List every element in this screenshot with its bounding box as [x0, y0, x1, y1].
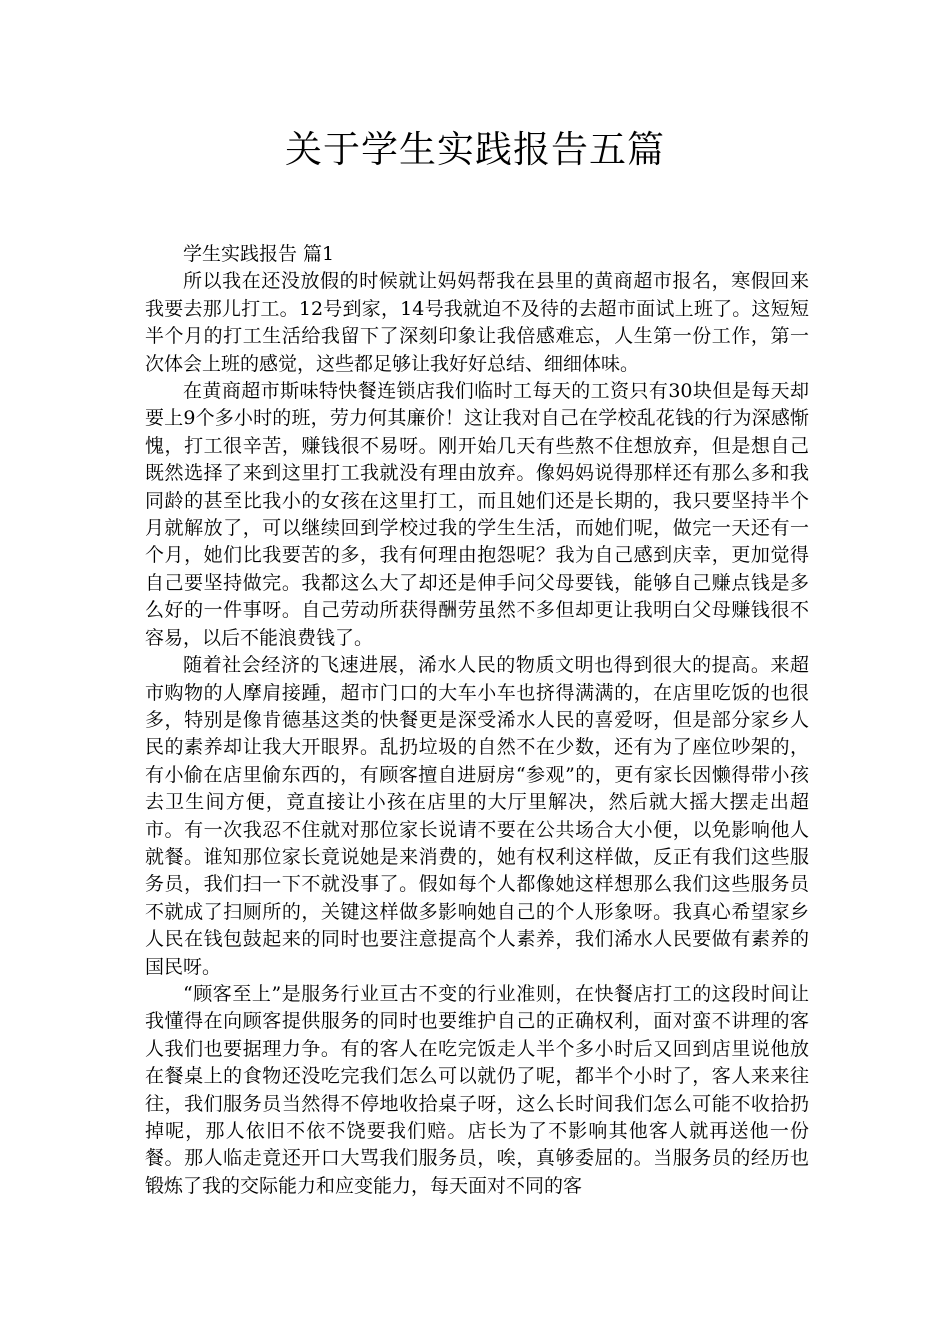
paragraph: 所以我在还没放假的时候就让妈妈帮我在县里的黄商超市报名，寒假回来我要去那儿打工。12号到家，14号我就迫不及待的去超市面试上班了。这短短半个月的打工生活给我留下了深刻印象让我倍感难忘，人生第一份工作，第一次体会上班的感觉，这些都足够让我好好总结、细细体味。	[145, 270, 809, 375]
section-heading: 学生实践报告 篇1	[183, 243, 335, 265]
paragraph: 随着社会经济的飞速进展，浠水人民的物质文明也得到很大的提高。来超市购物的人摩肩接踵，超市门口的大车小车也挤得满满的，在店里吃饭的也很多，特别是像肯德基这类的快餐更是深受浠水人民的喜爱呀，但是部分家乡人民的素养却让我大开眼界。乱扔垃圾的自然不在少数，还有为了座位吵架的，有小偷在店里偷东西的，有顾客擅自进厨房“参观”的，更有家长因懒得带小孩去卫生间方便，竟直接让小孩在店里的大厅里解决，然后就大摇大摆走出超市。有一次我忍不住就对那位家长说请不要在公共场合大小便，以免影响他人就餐。谁知那位家长竟说她是来消费的，她有权利这样做，反正有我们这些服务员，我们扫一下不就没事了。假如每个人都像她这样想那么我们这些服务员不就成了扫厕所的，关键这样做多影响她自己的个人形象呀。我真心希望家乡人民在钱包鼓起来的同时也要注意提高个人素养，我们浠水人民要做有素养的国民呀。	[145, 654, 809, 978]
document-title: 关于学生实践报告五篇	[285, 128, 665, 171]
paragraph: “顾客至上”是服务行业亘古不变的行业准则，在快餐店打工的这段时间让我懂得在向顾客提供服务的同时也要维护自己的正确权利，面对蛮不讲理的客人我们也要据理力争。有的客人在吃完饭走人半个多小时后又回到店里说他放在餐桌上的食物还没吃完我们怎么可以就仍了呢，都半个小时了，客人来来往往，我们服务员当然得不停地收拾桌子呀，这么长时间我们怎么可能不收拾扔掉呢，那人依旧不依不饶要我们赔。店长为了不影响其他客人就再送他一份餐。那人临走竟还开口大骂我们服务员，唉，真够委屈的。当服务员的经历也锻炼了我的交际能力和应变能力，每天面对不同的客	[145, 982, 809, 1197]
paragraph: 在黄商超市斯味特快餐连锁店我们临时工每天的工资只有30块但是每天却要上9个多小时的班，劳力何其廉价！这让我对自己在学校乱花钱的行为深感惭愧，打工很辛苦，赚钱很不易呀。刚开始几天有些熬不住想放弃，但是想自己既然选择了来到这里打工我就没有理由放弃。像妈妈说得那样还有那么多和我同龄的甚至比我小的女孩在这里打工，而且她们还是长期的，我只要坚持半个月就解放了，可以继续回到学校过我的学生生活，而她们呢，做完一天还有一个月，她们比我要苦的多，我有何理由抱怨呢？我为自己感到庆幸，更加觉得自己要坚持做完。我都这么大了却还是伸手问父母要钱，能够自己赚点钱是多么好的一件事呀。自己劳动所获得酬劳虽然不多但却更让我明白父母赚钱很不容易，以后不能浪费钱了。	[145, 380, 809, 649]
document-body	[145, 241, 809, 1200]
